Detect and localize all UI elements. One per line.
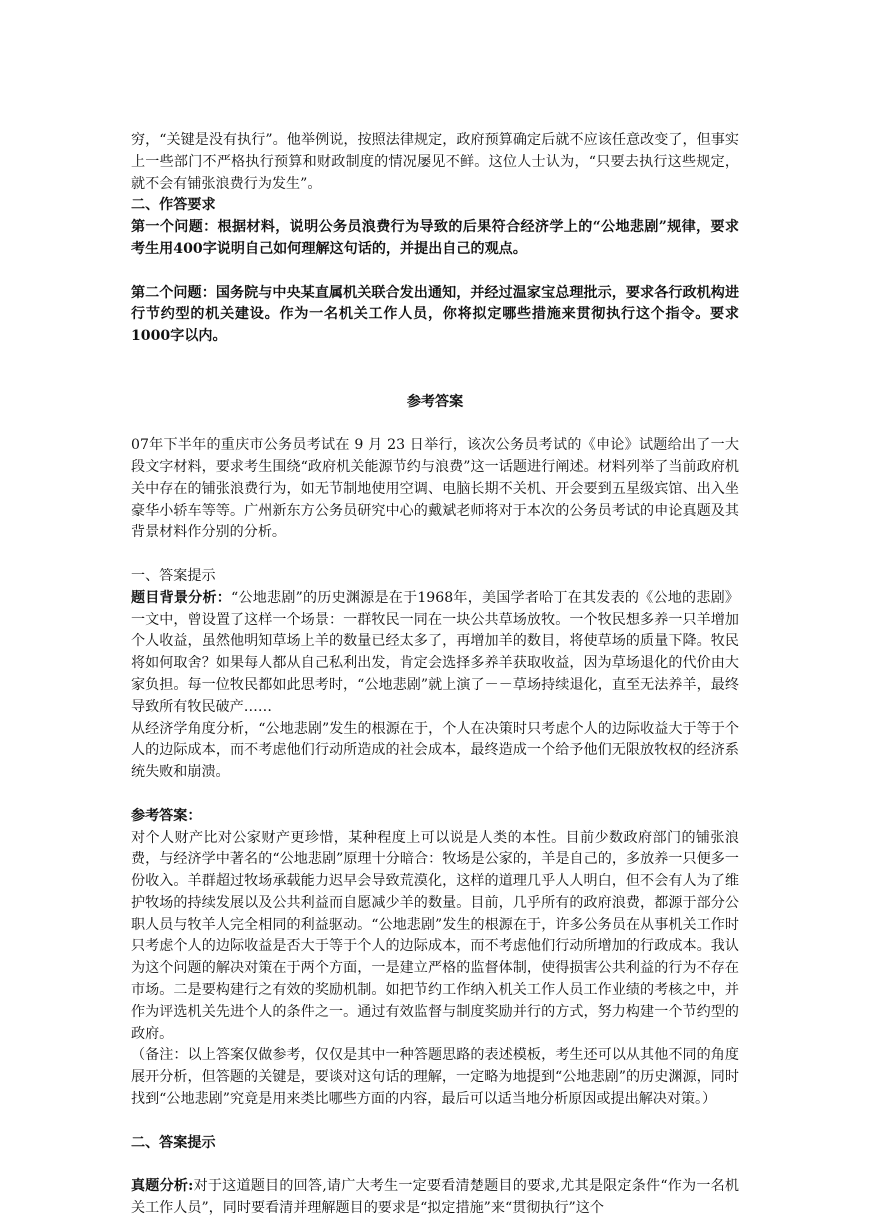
answer-title: 参考答案 bbox=[406, 393, 464, 410]
spacer bbox=[131, 1154, 739, 1176]
question-2: 第二个问题：国务院与中央某直属机关联合发出通知，并经过温家宝总理批示，要求各行政机构进行节约型的机关建设。作为一名机关工作人员，你将拟定哪些措施来贯彻执行这个指令。要求1000字以内。 bbox=[131, 284, 739, 345]
background-paragraph bbox=[131, 588, 739, 719]
background-label: 题目背景分析： bbox=[131, 589, 232, 606]
requirements-heading: 二、作答要求 bbox=[131, 197, 216, 214]
reference-paragraph: 对个人财产比对公家财产更珍惜，某种程度上可以说是人类的本性。目前少数政府部门的铺张浪费，与经济学中著名的“公地悲剧”原理十分暗合：牧场是公家的，羊是自己的，多放养一只便多一份收入。羊群超过牧场承载能力迟早会导致荒漠化，这样的道理几乎人人明白，但不会有人为了维护牧场的持续发展以及公共利益而自愿减少羊的数量。目前，几乎所有的政府浪费，都源于部分公职人员与牧羊人完全相同的利益驱动。“公地悲剧”发生的根源在于，许多公务员在从事机关工作时只考虑个人的边际收益是否大于等于个人的边际成本，而不考虑他们行动所增加的行政成本。我认为这个问题的解决对策在于两个方面，一是建立严格的监督体制，使得损害公共利益的行为不存在市场。二是要构建行之有效的奖励机制。如把节约工作纳入机关工作人员工作业绩的考核之中，并作为评选机关先进个人的条件之一。通过有效监督与制度奖励并行的方式，努力构建一个节约型的政府。 bbox=[131, 829, 739, 1042]
hint2-heading: 二、答案提示 bbox=[131, 1134, 216, 1151]
note-paragraph: （备注：以上答案仅做参考，仅仅是其中一种答题思路的表述模板，考生还可以从其他不同的角度展开分析，但答题的关键是，要谈对这句话的理解，一定略为地提到“公地悲剧”的历史渊源，同时找到“公地悲剧”究竟是用来类比哪些方面的内容，最后可以适当地分析原因或提出解决对策。） bbox=[131, 1047, 739, 1108]
economics-paragraph: 从经济学角度分析，“公地悲剧”发生的根源在于，个人在决策时只考虑个人的边际收益大于等于个人的边际成本，而不考虑他们行动所造成的社会成本，最终造成一个给予他们无限放牧权的经济系统失败和崩溃。 bbox=[131, 720, 739, 781]
hint1-heading: 一、答案提示 bbox=[131, 567, 216, 584]
real-analysis-text: 对于这道题目的回答,请广大考生一定要看清楚题目的要求,尤其是限定条件“作为一名机关工作人员”，同时要看清并理解题目的要求是“拟定措施”来“贯彻执行”这个 bbox=[131, 1178, 740, 1217]
spacer bbox=[131, 544, 739, 566]
overview-paragraph: 07年下半年的重庆市公务员考试在 9 月 23 日举行，该次公务员考试的《申论》试题给出了一大段文字材料，要求考生围绕“政府机关能源节约与浪费”这一话题进行阐述。材料列举了当前政府机关中存在的铺张浪费行为，如无节制地使用空调、电脑长期不关机、开会要到五星级宾馆、出入坐豪华小轿车等等。广州新东方公务员研究中心的戴斌老师将对于本次的公务员考试的申论真题及其背景材料作分别的分析。 bbox=[131, 437, 739, 541]
intro-paragraph: 穷，“关键是没有执行”。他举例说，按照法律规定，政府预算确定后就不应该任意改变了，但事实上一些部门不严格执行预算和财政制度的情况屡见不鲜。这位人士认为，“只要去执行这些规定，就不会有铺张浪费行为发生”。 bbox=[131, 132, 739, 192]
spacer bbox=[131, 1111, 739, 1133]
background-text: “公地悲剧”的历史渊源是在于1968年，美国学者哈丁在其发表的《公地的悲剧》一文中，曾设置了这样一个场景：一群牧民一同在一块公共草场放牧。一个牧民想多养一只羊增加个人收益，虽然他明知草场上羊的数量已经太多了，再增加羊的数目，将使草场的质量下降。牧民将如何取舍？如果每人都从自己私利出发，肯定会选择多养羊获取收益，因为草场退化的代价由大家负担。每一位牧民都如此思考时，“公地悲剧”就上演了－－草场持续退化，直至无法养羊，最终导致所有牧民破产…… bbox=[131, 589, 740, 715]
real-analysis-label: 真题分析: bbox=[131, 1178, 194, 1195]
spacer bbox=[131, 413, 739, 435]
question-1: 第一个问题：根据材料，说明公务员浪费行为导致的后果符合经济学上的“公地悲剧”规律，要求考生用400字说明自己如何理解这句话的，并提出自己的观点。 bbox=[131, 219, 739, 257]
reference-label: 参考答案： bbox=[131, 807, 202, 824]
spacer bbox=[131, 348, 739, 392]
real-analysis-paragraph bbox=[131, 1176, 739, 1220]
spacer bbox=[131, 784, 739, 806]
spacer bbox=[131, 261, 739, 283]
